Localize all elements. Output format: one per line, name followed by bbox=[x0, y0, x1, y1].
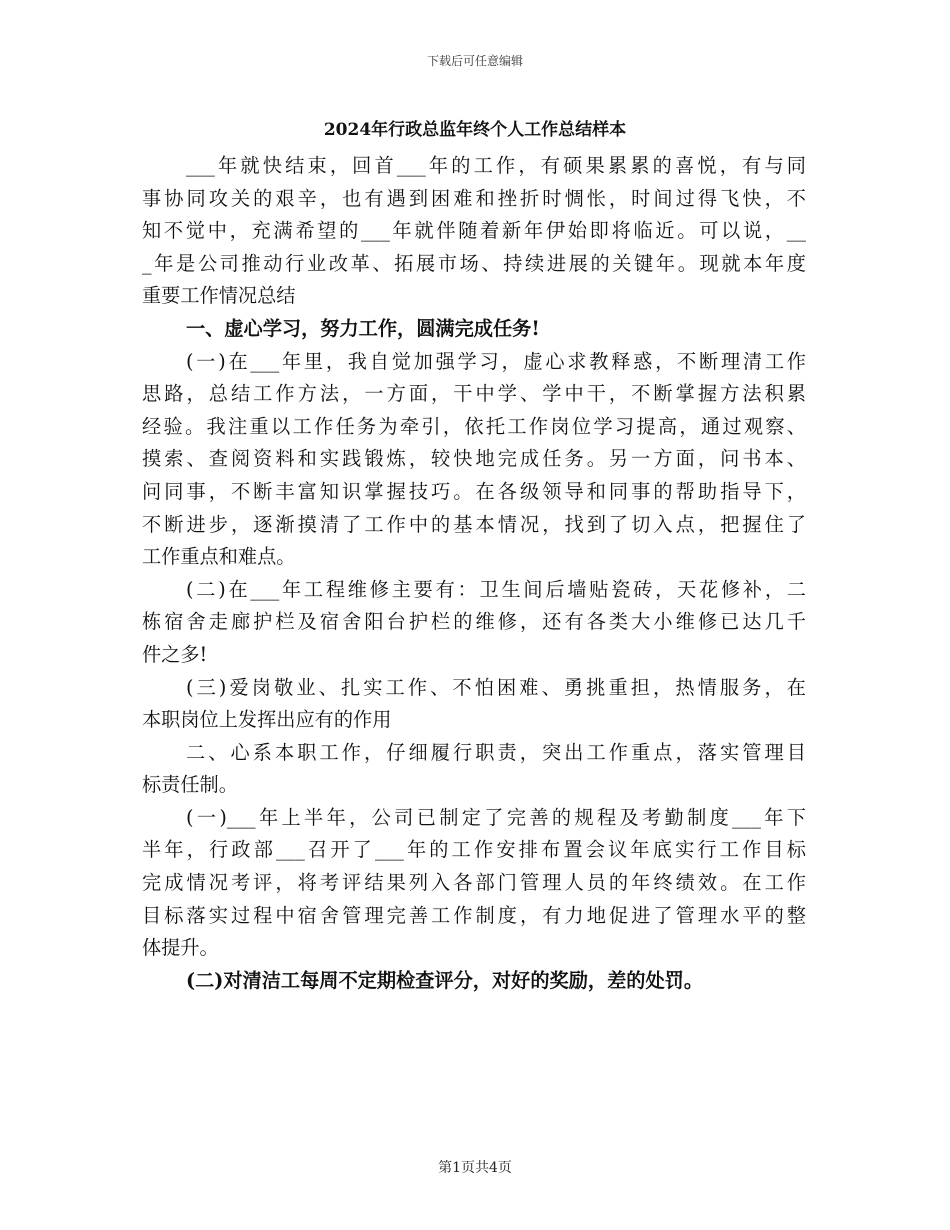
text-line: 不断进步，逐渐摸清了工作中的基本情况，找到了切入点，把握住了 bbox=[142, 512, 806, 536]
paragraph bbox=[142, 802, 806, 965]
text-line: _年是公司推动行业改革、拓展市场、持续进展的关键年。现就本年度 bbox=[142, 251, 806, 275]
text-line: 二、心系本职工作，仔细履行职责，突出工作重点，落实管理目 bbox=[186, 740, 806, 764]
text-line: 完成情况考评，将考评结果列入各部门管理人员的年终绩效。在工作 bbox=[142, 871, 806, 895]
text-line: 摸索、查阅资料和实践锻炼，较快地完成任务。另一方面，问书本、 bbox=[142, 447, 806, 471]
text-line: 件之多! bbox=[142, 642, 208, 666]
text-line: (二)在___年工程维修主要有：卫生间后墙贴瓷砖，天花修补，二 bbox=[186, 577, 806, 601]
text-line: 本职岗位上发挥出应有的作用 bbox=[142, 708, 392, 732]
paragraph bbox=[142, 737, 806, 802]
document-body bbox=[142, 150, 806, 997]
document-title: 2024年行政总监年终个人工作总结样本 bbox=[323, 120, 627, 140]
text-line: (三)爱岗敬业、扎实工作、不怕困难、勇挑重担，热情服务，在 bbox=[186, 675, 806, 699]
text-line: 栋宿舍走廊护栏及宿舍阳台护栏的维修，还有各类大小维修已达几千 bbox=[142, 610, 806, 634]
text-line: 重要工作情况总结 bbox=[142, 284, 296, 308]
text-line: 事协同攻关的艰辛，也有遇到困难和挫折时惆怅，时间过得飞快，不 bbox=[142, 186, 806, 210]
paragraph bbox=[142, 150, 806, 313]
text-line: 体提升。 bbox=[142, 936, 219, 960]
paragraph bbox=[142, 574, 806, 672]
text-line: (一)在___年里，我自觉加强学习，虚心求教释惑，不断理清工作 bbox=[186, 349, 806, 373]
page-footer: 第1页共4页 bbox=[438, 1160, 512, 1176]
text-line: 目标落实过程中宿舍管理完善工作制度，有力地促进了管理水平的整 bbox=[142, 903, 806, 927]
text-line: 思路，总结工作方法，一方面，干中学、学中干，不断掌握方法积累 bbox=[142, 382, 806, 406]
text-line: (一)___年上半年，公司已制定了完善的规程及考勤制度___年下 bbox=[186, 805, 806, 829]
text-line: 标责任制。 bbox=[142, 773, 238, 797]
text-line: (二)对清洁工每周不定期检查评分，对好的奖励，差的处罚。 bbox=[186, 968, 704, 992]
text-line: 知不觉中，充满希望的___年就伴随着新年伊始即将临近。可以说，__ bbox=[142, 219, 806, 243]
paragraph bbox=[142, 346, 806, 574]
text-line: ___年就快结束，回首___年的工作，有硕果累累的喜悦，有与同 bbox=[186, 154, 806, 177]
text-line: 一、虚心学习，努力工作，圆满完成任务! bbox=[186, 316, 540, 340]
text-line: 经验。我注重以工作任务为牵引，依托工作岗位学习提高，通过观察、 bbox=[142, 414, 806, 438]
paragraph bbox=[142, 313, 806, 346]
paragraph bbox=[142, 672, 806, 737]
text-line: 半年，行政部___召开了___年的工作安排布置会议年底实行工作目标 bbox=[142, 838, 806, 862]
paragraph bbox=[142, 965, 806, 998]
page-header: 下载后可任意编辑 bbox=[426, 54, 523, 68]
text-line: 问同事，不断丰富知识掌握技巧。在各级领导和同事的帮助指导下， bbox=[142, 479, 806, 503]
text-line: 工作重点和难点。 bbox=[142, 545, 296, 569]
